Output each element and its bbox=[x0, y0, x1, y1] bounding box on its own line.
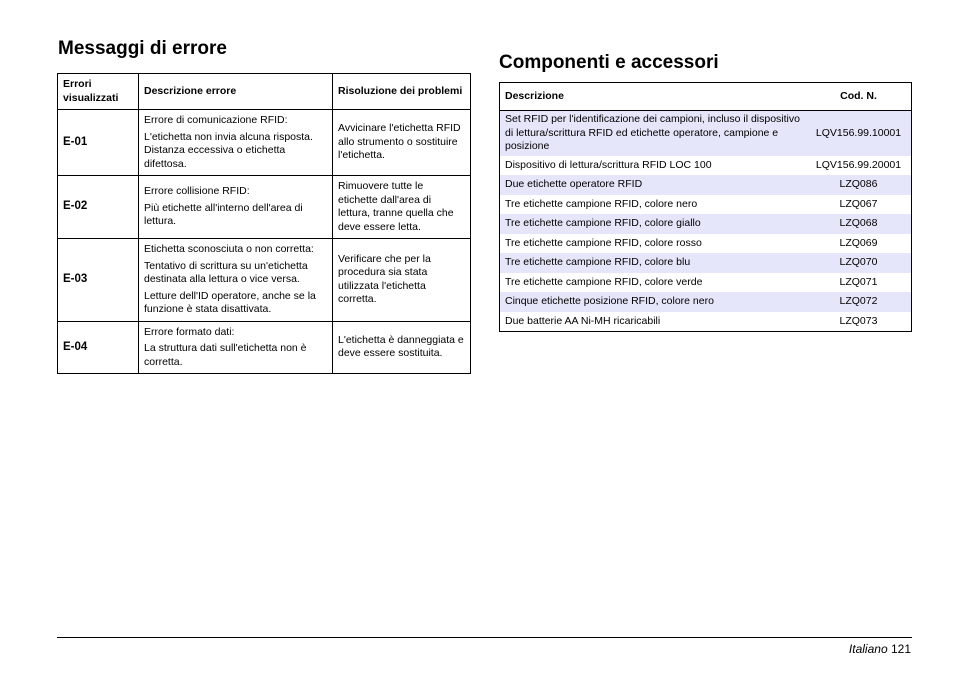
error-description bbox=[139, 176, 333, 239]
table-row bbox=[500, 195, 912, 215]
error-code: E-02 bbox=[58, 176, 139, 239]
component-description: Tre etichette campione RFID, colore nero bbox=[505, 197, 698, 210]
component-description: Tre etichette campione RFID, colore rosso bbox=[505, 236, 702, 249]
table-header-row bbox=[58, 74, 471, 110]
table-row bbox=[500, 234, 912, 254]
column-header-errors: Errori visualizzati bbox=[58, 74, 139, 110]
component-code: LZQ069 bbox=[839, 236, 878, 249]
error-resolution: Verificare che per la procedura sia stata utilizzata l'etichetta corretta. bbox=[333, 239, 471, 322]
section-title-error-messages: Messaggi di errore bbox=[58, 38, 227, 59]
components-table bbox=[499, 82, 912, 332]
component-description: Dispositivo di lettura/scrittura RFID LOC 100 bbox=[505, 158, 712, 171]
error-resolution: Rimuovere tutte le etichette dall'area di lettura, tranne quella che deve essere letta. bbox=[333, 176, 471, 239]
column-header-code: Cod. N. bbox=[806, 83, 912, 111]
description-line: L'etichetta non invia alcuna risposta. Distanza eccessiva o etichetta difettosa. bbox=[144, 130, 313, 170]
error-code: E-04 bbox=[58, 321, 139, 374]
component-code: LZQ071 bbox=[839, 275, 878, 288]
description-line: Più etichette all'interno dell'area di lettura. bbox=[144, 201, 303, 228]
component-description: Tre etichette campione RFID, colore blu bbox=[500, 253, 807, 273]
table-row bbox=[500, 111, 912, 156]
component-code: LQV156.99.20001 bbox=[815, 158, 902, 171]
component-code: LZQ072 bbox=[806, 292, 912, 312]
description-line: Letture dell'ID operatore, anche se la funzione è stata disattivata. bbox=[144, 289, 316, 315]
description-line: La struttura dati sull'etichetta non è corretta. bbox=[144, 342, 307, 368]
component-code: LQV156.99.10001 bbox=[806, 111, 912, 156]
footer-language: Italiano bbox=[848, 642, 888, 656]
component-description: Tre etichette campione RFID, colore verde bbox=[505, 275, 703, 288]
error-messages-table bbox=[57, 73, 471, 374]
page-number: 121 bbox=[890, 642, 911, 656]
table-row bbox=[500, 273, 912, 293]
error-code: E-03 bbox=[58, 239, 139, 322]
component-description: Cinque etichette posizione RFID, colore nero bbox=[500, 292, 807, 312]
table-row bbox=[500, 292, 912, 312]
column-header-resolution: Risoluzione dei problemi bbox=[333, 74, 471, 110]
error-description bbox=[139, 239, 333, 322]
component-description: Tre etichette campione RFID, colore giallo bbox=[500, 214, 807, 234]
error-description bbox=[139, 110, 333, 176]
error-resolution: L'etichetta è danneggiata e deve essere sostituita. bbox=[333, 321, 471, 374]
error-description bbox=[139, 321, 333, 374]
table-row bbox=[500, 253, 912, 273]
description-line: Tentativo di scrittura su un'etichetta destinata alla lettura o vice versa. bbox=[144, 259, 308, 285]
table-row bbox=[58, 321, 471, 374]
component-code: LZQ068 bbox=[806, 214, 912, 234]
error-resolution: Avvicinare l'etichetta RFID allo strumento o sostituire l'etichetta. bbox=[333, 110, 471, 176]
table-row bbox=[500, 175, 912, 195]
table-row bbox=[500, 312, 912, 332]
description-line: Errore di comunicazione RFID: bbox=[144, 114, 288, 126]
component-description: Set RFID per l'identificazione dei campioni, incluso il dispositivo di lettura/scrittura RFID ed etichette operatore, campione e posizione bbox=[500, 111, 807, 156]
component-code: LZQ067 bbox=[839, 197, 878, 210]
component-code: LZQ086 bbox=[806, 175, 912, 195]
description-line: Etichetta sconosciuta o non corretta: bbox=[144, 243, 314, 255]
column-header-description: Descrizione errore bbox=[139, 74, 333, 110]
table-row bbox=[500, 214, 912, 234]
table-row bbox=[58, 239, 471, 322]
page-footer bbox=[849, 642, 911, 656]
component-description: Due batterie AA Ni-MH ricaricabili bbox=[505, 314, 661, 327]
footer-divider bbox=[57, 637, 912, 638]
description-line: Errore collisione RFID: bbox=[144, 185, 250, 198]
table-row bbox=[58, 110, 471, 176]
error-code: E-01 bbox=[58, 110, 139, 176]
table-row bbox=[58, 176, 471, 239]
column-header-description: Descrizione bbox=[500, 83, 807, 111]
table-header-row bbox=[500, 83, 912, 111]
component-description: Due etichette operatore RFID bbox=[500, 175, 807, 195]
section-title-components: Componenti e accessori bbox=[499, 52, 719, 73]
table-row bbox=[500, 156, 912, 176]
description-line: Errore formato dati: bbox=[144, 325, 235, 338]
component-code: LZQ070 bbox=[806, 253, 912, 273]
component-code: LZQ073 bbox=[839, 314, 878, 327]
